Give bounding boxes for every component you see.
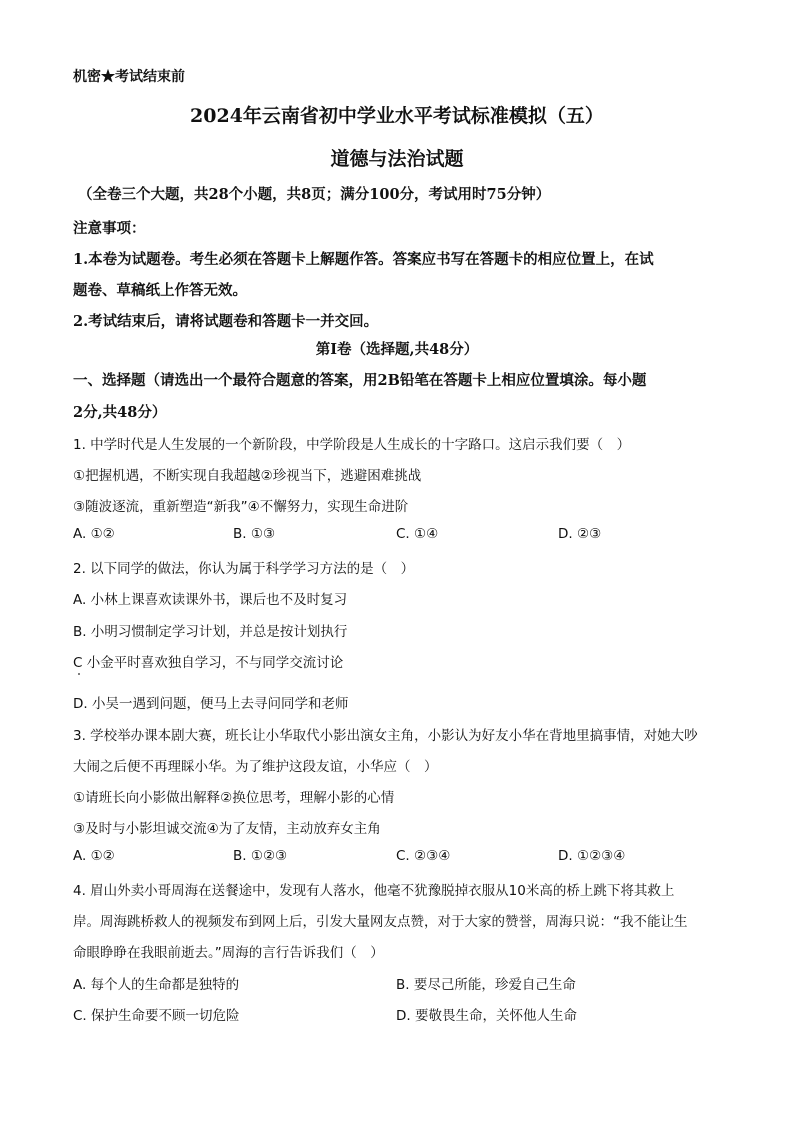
question-stem: 2. 以下同学的做法，你认为属于科学学习方法的是（ ） xyxy=(73,561,415,577)
option-row xyxy=(73,848,723,868)
note-line: 1.本卷为试题卷。考生必须在答题卡上解题作答。答案应书写在答题卡的相应位置上，在试 xyxy=(73,251,654,268)
exam-info: （全卷三个大题，共28个小题，共8页；满分100分，考试用时75分钟） xyxy=(78,186,551,203)
question-statement: ①请班长向小影做出解释②换位思考，理解小影的心情 xyxy=(73,790,395,806)
option-a: A. ①② xyxy=(73,526,115,542)
confidential-label: 机密★考试结束前 xyxy=(73,69,185,85)
option-row xyxy=(73,526,723,546)
option-b: B. 小明习惯制定学习计划，并总是按计划执行 xyxy=(73,624,348,640)
option-d: D. 小吴一遇到问题，便马上去寻问同学和老师 xyxy=(73,696,349,712)
option-a: A. 小林上课喜欢读课外书，课后也不及时复习 xyxy=(73,592,348,608)
option-c: C 小金平时喜欢独自学习，不与同学交流讨论 xyxy=(73,655,344,671)
note-line: 2.考试结束后，请将试题卷和答题卡一并交回。 xyxy=(73,313,379,330)
option-b: B. 要尽己所能，珍爱自己生命 xyxy=(396,977,576,993)
option-b: B. ①③ xyxy=(233,526,276,542)
part-instruction: 2分,共48分） xyxy=(73,404,167,421)
option-c: C. 保护生命要不顾一切危险 xyxy=(73,1008,240,1024)
question-stem: 4. 眉山外卖小哥周海在送餐途中，发现有人落水，他毫不犹豫脱掉衣服从10米高的桥上跳下将其救上 xyxy=(73,883,675,899)
option-a: A. 每个人的生命都是独特的 xyxy=(73,977,240,993)
option-row xyxy=(73,1004,723,1024)
question-stem: 命眼睁睁在我眼前逝去。”周海的言行告诉我们（ ） xyxy=(73,945,384,961)
section-heading: 第Ⅰ卷（选择题,共48分） xyxy=(315,341,479,358)
question-statement: ③随波逐流，重新塑造“新我”④不懈努力，实现生命进阶 xyxy=(73,499,409,515)
subject-title: 道德与法治试题 xyxy=(330,148,464,170)
notes-heading: 注意事项： xyxy=(73,220,146,237)
question-stem: 1. 中学时代是人生发展的一个新阶段，中学阶段是人生成长的十字路口。这启示我们要（ ） xyxy=(73,437,631,453)
option-c: C. ②③④ xyxy=(396,848,451,864)
question-statement: ③及时与小影坦诚交流④为了友情，主动放弃女主角 xyxy=(73,821,381,837)
question-stem: 大闹之后便不再理睬小华。为了维护这段友谊，小华应（ ） xyxy=(73,759,438,775)
option-row xyxy=(73,973,723,993)
question-statement: ①把握机遇，不断实现自我超越②珍视当下，逃避困难挑战 xyxy=(73,468,422,484)
note-line: 题卷、草稿纸上作答无效。 xyxy=(73,282,247,299)
question-stem: 3. 学校举办课本剧大赛，班长让小华取代小影出演女主角，小影认为好友小华在背地里搞事情，对她大吵 xyxy=(73,728,698,744)
option-d: D. ①②③④ xyxy=(558,848,626,864)
question-stem: 岸。周海跳桥救人的视频发布到网上后，引发大量网友点赞，对于大家的赞誉，周海只说：“我不能让生 xyxy=(73,914,688,930)
option-c: C. ①④ xyxy=(396,526,439,542)
option-b: B. ①②③ xyxy=(233,848,288,864)
option-d: D. 要敬畏生命，关怀他人生命 xyxy=(396,1008,577,1024)
option-a: A. ①② xyxy=(73,848,115,864)
option-d: D. ②③ xyxy=(558,526,602,542)
exam-title: 2024年云南省初中学业水平考试标准模拟（五） xyxy=(190,105,604,127)
stray-mark xyxy=(78,673,80,675)
part-instruction: 一、选择题（请选出一个最符合题意的答案，用2B铅笔在答题卡上相应位置填涂。每小题 xyxy=(73,372,647,389)
